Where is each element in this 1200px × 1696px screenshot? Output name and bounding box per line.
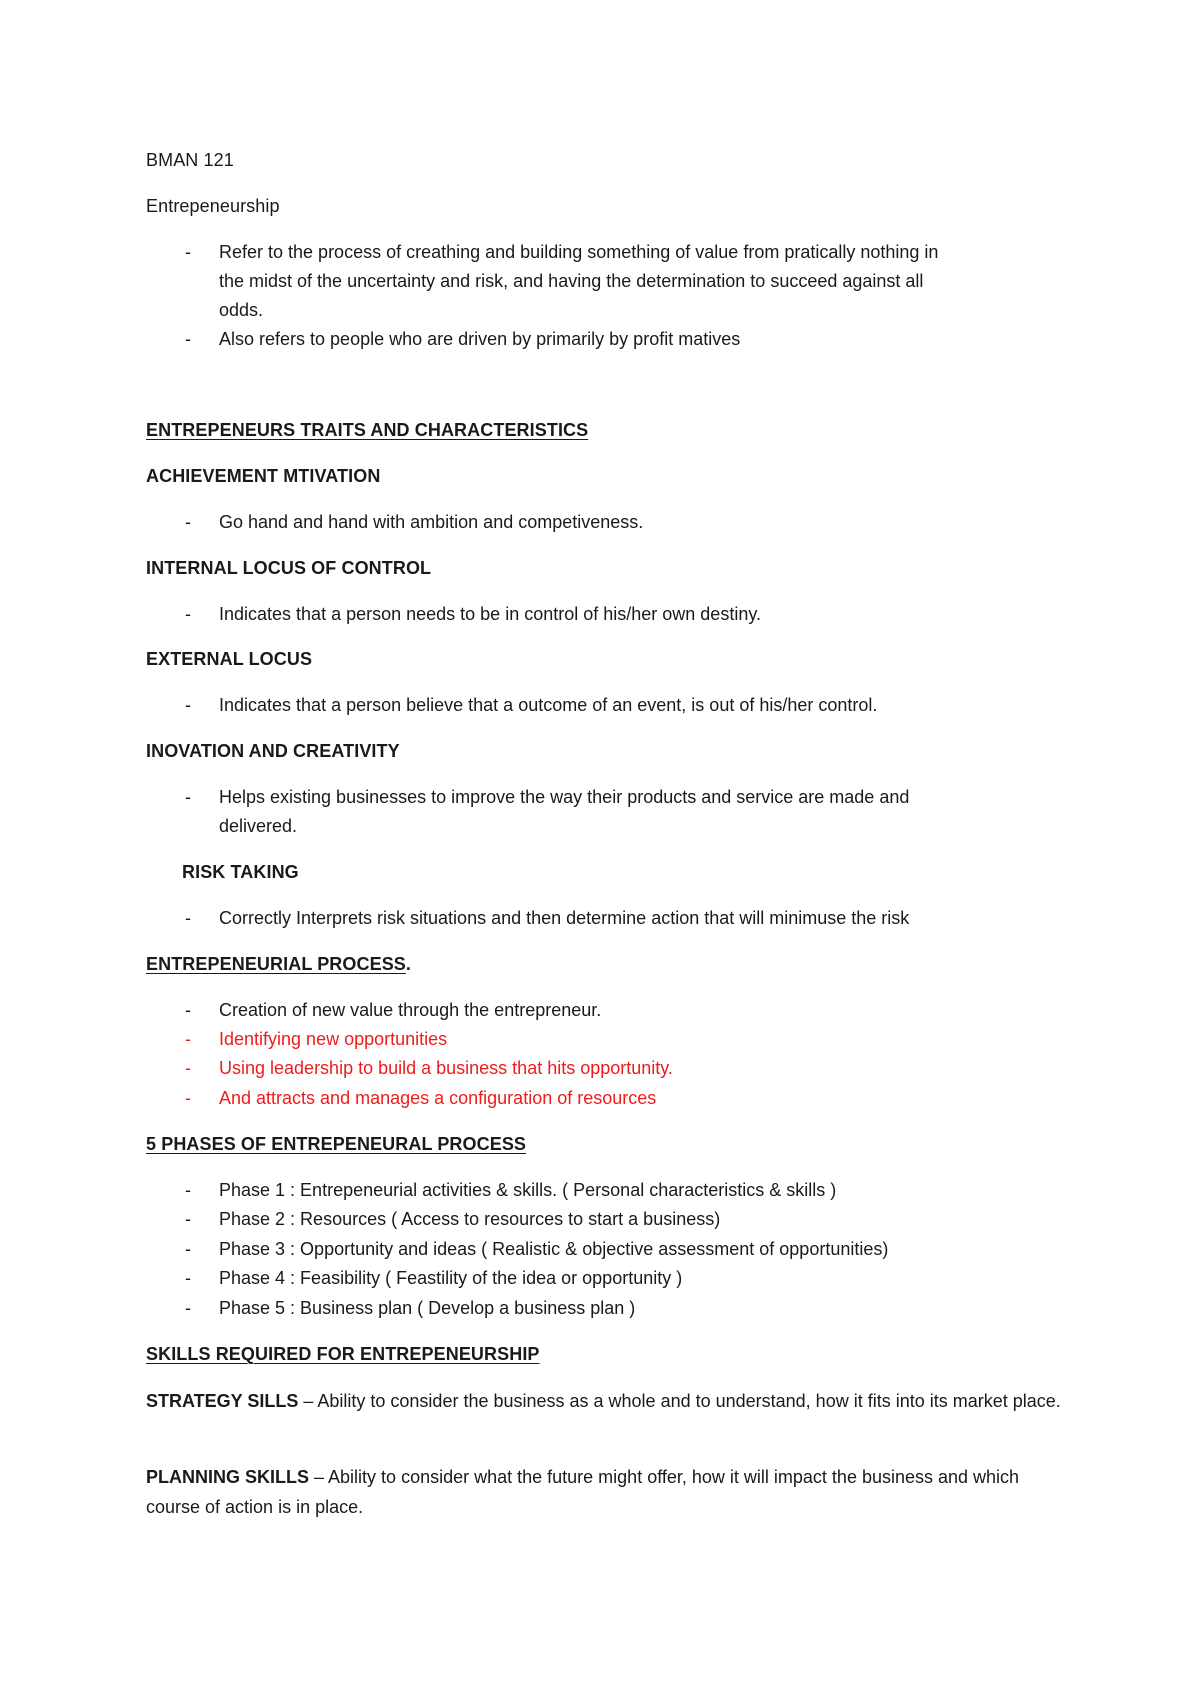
topic-title: Entrepeneurship [146,196,280,216]
bullet-marker: - [185,1180,191,1200]
achievement-title: ACHIEVEMENT MTIVATION [146,466,381,486]
external-locus-bullet: Indicates that a person believe that a outcome of an event, is out of his/her control. [219,695,878,715]
definition-line-3: odds. [219,300,264,320]
phases-heading: 5 PHASES OF ENTREPENEURAL PROCESS [146,1134,527,1154]
risk-title: RISK TAKING [182,862,299,882]
planning-skills-title: PLANNING SKILLS [146,1467,310,1487]
phase-item: Phase 1 : Entrepeneurial activities & skills. ( Personal characteristics & skills ) [219,1180,837,1200]
bullet-marker: - [185,329,191,349]
planning-skills-text: – Ability to consider what the future might offer, how it will impact the business and which course of action is in place. [146,1467,1020,1517]
bullet-marker: - [185,787,191,807]
risk-bullet: Correctly Interprets risk situations and then determine action that will minimuse the risk [219,908,910,928]
phase-item: Phase 2 : Resources ( Access to resources to start a business) [219,1209,721,1229]
phase-item: Phase 3 : Opportunity and ideas ( Realistic & objective assessment of opportunities) [219,1239,889,1259]
innovation-title: INOVATION AND CREATIVITY [146,741,400,761]
bullet-marker: - [185,1298,191,1318]
bullet-marker: - [185,695,191,715]
bullet-marker: - [185,1239,191,1259]
bullet-marker: - [185,1029,191,1049]
process-bullet-1: Creation of new value through the entrepreneur. [219,1000,602,1020]
innovation-line-2: delivered. [219,816,298,836]
bullet-marker: - [185,1209,191,1229]
bullet-marker: - [185,604,191,624]
internal-locus-bullet: Indicates that a person needs to be in control of his/her own destiny. [219,604,761,624]
course-code: BMAN 121 [146,150,234,170]
definition-line-2: the midst of the uncertainty and risk, and having the determination to succeed against all [219,271,924,291]
bullet-marker: - [185,908,191,928]
definition-line-1: Refer to the process of creathing and building something of value from pratically nothing in [219,242,939,262]
traits-heading: ENTREPENEURS TRAITS AND CHARACTERISTICS [146,420,589,440]
phase-item: Phase 5 : Business plan ( Develop a business plan ) [219,1298,636,1318]
process-heading-text: ENTREPENEURIAL PROCESS [146,954,406,974]
strategy-skills-text: – Ability to consider the business as a whole and to understand, how it fits into its market place. [298,1391,1061,1411]
internal-locus-title: INTERNAL LOCUS OF CONTROL [146,558,432,578]
strategy-skills-title: STRATEGY SILLS [146,1391,299,1411]
achievement-bullet: Go hand and hand with ambition and competiveness. [219,512,644,532]
process-bullet-4: And attracts and manages a configuration of resources [219,1088,657,1108]
phase-item: Phase 4 : Feasibility ( Feastility of the idea or opportunity ) [219,1268,683,1288]
bullet-marker: - [185,512,191,532]
process-heading-period: . [405,954,412,974]
process-bullet-3: Using leadership to build a business that hits opportunity. [219,1058,673,1078]
process-heading [146,950,411,979]
skills-heading: SKILLS REQUIRED FOR ENTREPENEURSHIP [146,1344,540,1364]
bullet-marker: - [185,1268,191,1288]
process-bullet-2: Identifying new opportunities [219,1029,448,1049]
bullet-marker: - [185,242,191,262]
strategy-skills-paragraph [146,1386,1066,1416]
external-locus-title: EXTERNAL LOCUS [146,649,313,669]
innovation-line-1: Helps existing businesses to improve the way their products and service are made and [219,787,910,807]
bullet-marker: - [185,1000,191,1020]
bullet-marker: - [185,1088,191,1108]
definition-bullet-2: Also refers to people who are driven by primarily by profit matives [219,329,741,349]
bullet-marker: - [185,1058,191,1078]
planning-skills-paragraph [146,1462,1066,1522]
